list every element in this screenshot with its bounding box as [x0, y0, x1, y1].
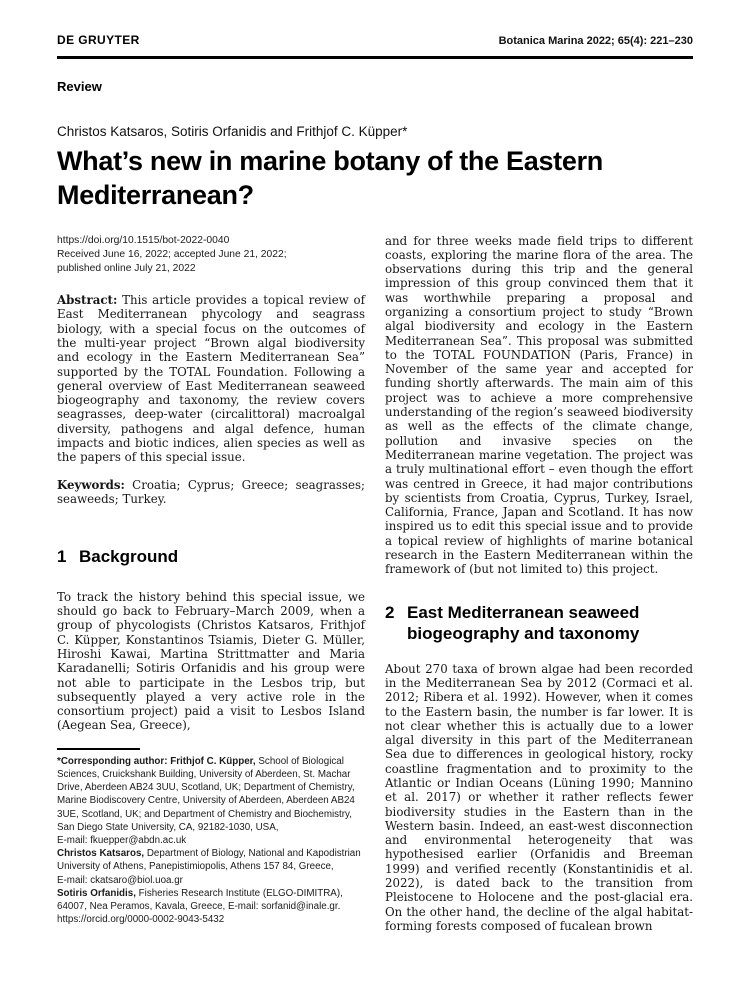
received-accepted-line: Received June 16, 2022; accepted June 21, 2022; — [57, 248, 287, 260]
article-meta — [57, 234, 365, 277]
two-column-body — [57, 234, 693, 934]
corresponding-author-email: E-mail: fkuepper@abdn.ac.uk — [57, 834, 187, 846]
section-1-heading — [57, 546, 365, 568]
footnotes-block — [57, 755, 365, 927]
section-1-number: 1 — [57, 547, 67, 567]
section-2-paragraph: About 270 taxa of brown algae had been recorded in the Mediterranean Sea by 2012 (Cormaci et al. 2012; Ribera et al. 1992). However, when it comes to the Eastern basin, the number is far lower. It is not clear whether this is actually due to a lower algal diversity in this part of the Mediterranean Sea due to differences in geological history, rocky coastline fragmentation and to proximity to the Atlantic or Indian Oceans (Lüning 1990; Mannino et al. 2017) or whether it rather reflects fewer biodiversity studies in the Eastern than in the Western basin. Indeed, an east-west disconnection and environmental heterogeneity that was hypothesised earlier (Orfanidis and Breeman 1999) and verified recently (Konstantinidis et al. 2022), is dated back to the transition from Pleistocene to Holocene and the post-glacial era. On the other hand, the decline of the algal habitat-forming forests composed of fucalean brown — [385, 661, 693, 933]
orcid-link[interactable]: https://orcid.org/0000-0002-9043-5432 — [57, 914, 225, 926]
article-title — [57, 144, 693, 212]
author-footnote-katsaros — [57, 847, 365, 887]
article-title-line1: What’s new in marine botany of the Eastern — [57, 145, 603, 176]
author-orfanidis-text: Fisheries Research Institute (ELGO-DIMITRA), 64007, Nea Peramos, Kavala, Greece, E-mail: sorfanid@inale.gr. — [57, 887, 343, 912]
abstract-text: This article provides a topical review of East Mediterranean phycology and seagrass biology, with a special focus on the outcomes of the multi-year project “Brown algal biodiversity and ecology in the Eastern Mediterranean Sea” supported by the TOTAL Foundation. Following a general overview of East Mediterranean seaweed biogeography and taxonomy, the review covers seagrasses, deep-water (circalittoral) macroalgal diversity, pathogens and algal defence, human impacts and biotic indices, alien species as well as the papers of this special issue. — [57, 293, 365, 465]
keywords-text: Croatia; Cyprus; Greece; seagrasses; seaweeds; Turkey. — [57, 477, 365, 506]
keywords-paragraph — [57, 478, 365, 507]
author-footnote-orfanidis — [57, 887, 365, 927]
published-online-line: published online July 21, 2022 — [57, 262, 196, 274]
corresponding-author-footnote — [57, 755, 365, 847]
section-2-heading — [385, 602, 693, 645]
background-continuation-paragraph: and for three weeks made field trips to different coasts, exploring the marine flora of the area. The observations during this trip and the general impression of this group convinced them that it was worthwhile preparing a proposal and organizing a consortium project to study “Brown algal biodiversity and ecology in the Eastern Mediterranean Sea”. This proposal was submitted to the TOTAL FOUNDATION (Paris, France) in November of the same year and accepted for funding shortly afterwards. The main aim of this project was to achieve a more comprehensive understanding of the region’s seaweed biodiversity as well as the effects of the climate change, pollution and invasive species on the Mediterranean marine vegetation. The project was a truly multinational effort – even though the effort was centred in Greece, it had major contributions by scientists from Croatia, Cyprus, Turkey, Israel, California, France, Japan and Scotland. It has now inspired us to edit this special issue and to provide a topical review of highlights of marine botanical research in the Eastern Mediterranean within the framework of (but not limited to) this project. — [385, 233, 693, 577]
right-column — [385, 234, 693, 934]
section-2-title: East Mediterranean seaweed biogeography and taxonomy — [407, 602, 640, 644]
corresponding-author-lead: *Corresponding author: Frithjof C. Küpper, — [57, 755, 256, 767]
journal-citation: Botanica Marina 2022; 65(4): 221–230 — [498, 35, 693, 47]
publisher-logo: DE GRUYTER — [57, 33, 140, 47]
journal-header — [57, 33, 693, 47]
author-katsaros-text: Department of Biology, National and Kapodistrian University of Athens, Panepistimiopolis, Athens 157 84, Greece, — [57, 848, 361, 873]
keywords-label: Keywords: — [57, 477, 125, 492]
abstract-paragraph — [57, 293, 365, 465]
abstract-label: Abstract: — [57, 293, 118, 308]
author-katsaros-lead: Christos Katsaros, — [57, 848, 145, 860]
footnote-rule — [57, 748, 140, 750]
author-katsaros-email: E-mail: ckatsaro@biol.uoa.gr — [57, 874, 183, 886]
section-1-paragraph: To track the history behind this special issue, we should go back to February–March 2009, when a group of phycologists (Christos Katsaros, Frithjof C. Küpper, Konstantinos Tsiamis, Dieter G. Müller, Hiroshi Kawai, Martina Strittmatter and Maria Karadanelli; Sotiris Orfanidis and his group were not able to participate in the Lesbos trip, but subsequently played a very active role in the consortium project) paid a visit to Lesbos Island (Aegean Sea, Greece), — [57, 589, 365, 733]
article-title-line2: Mediterranean? — [57, 179, 254, 210]
section-2-number: 2 — [385, 602, 395, 622]
corresponding-author-text: School of Biological Sciences, Cruickshank Building, University of Aberdeen, St. Machar Drive, Aberdeen AB24 3UU, Scotland, UK; Department of Chemistry, Marine Biodiscovery Centre, University of Aberdeen, Aberdeen AB24 3UE, Scotland, UK; and Department of Chemistry and Biochemistry, San Diego State University, CA, 92182-1030, USA, — [57, 755, 355, 833]
article-type-label: Review — [57, 78, 102, 94]
authors-line: Christos Katsaros, Sotiris Orfanidis and Frithjof C. Küpper* — [57, 123, 408, 139]
header-rule — [57, 56, 693, 59]
left-column — [57, 234, 365, 934]
section-1-title: Background — [79, 547, 179, 567]
doi-link[interactable]: https://doi.org/10.1515/bot-2022-0040 — [57, 234, 230, 246]
author-orfanidis-lead: Sotiris Orfanidis, — [57, 887, 136, 899]
